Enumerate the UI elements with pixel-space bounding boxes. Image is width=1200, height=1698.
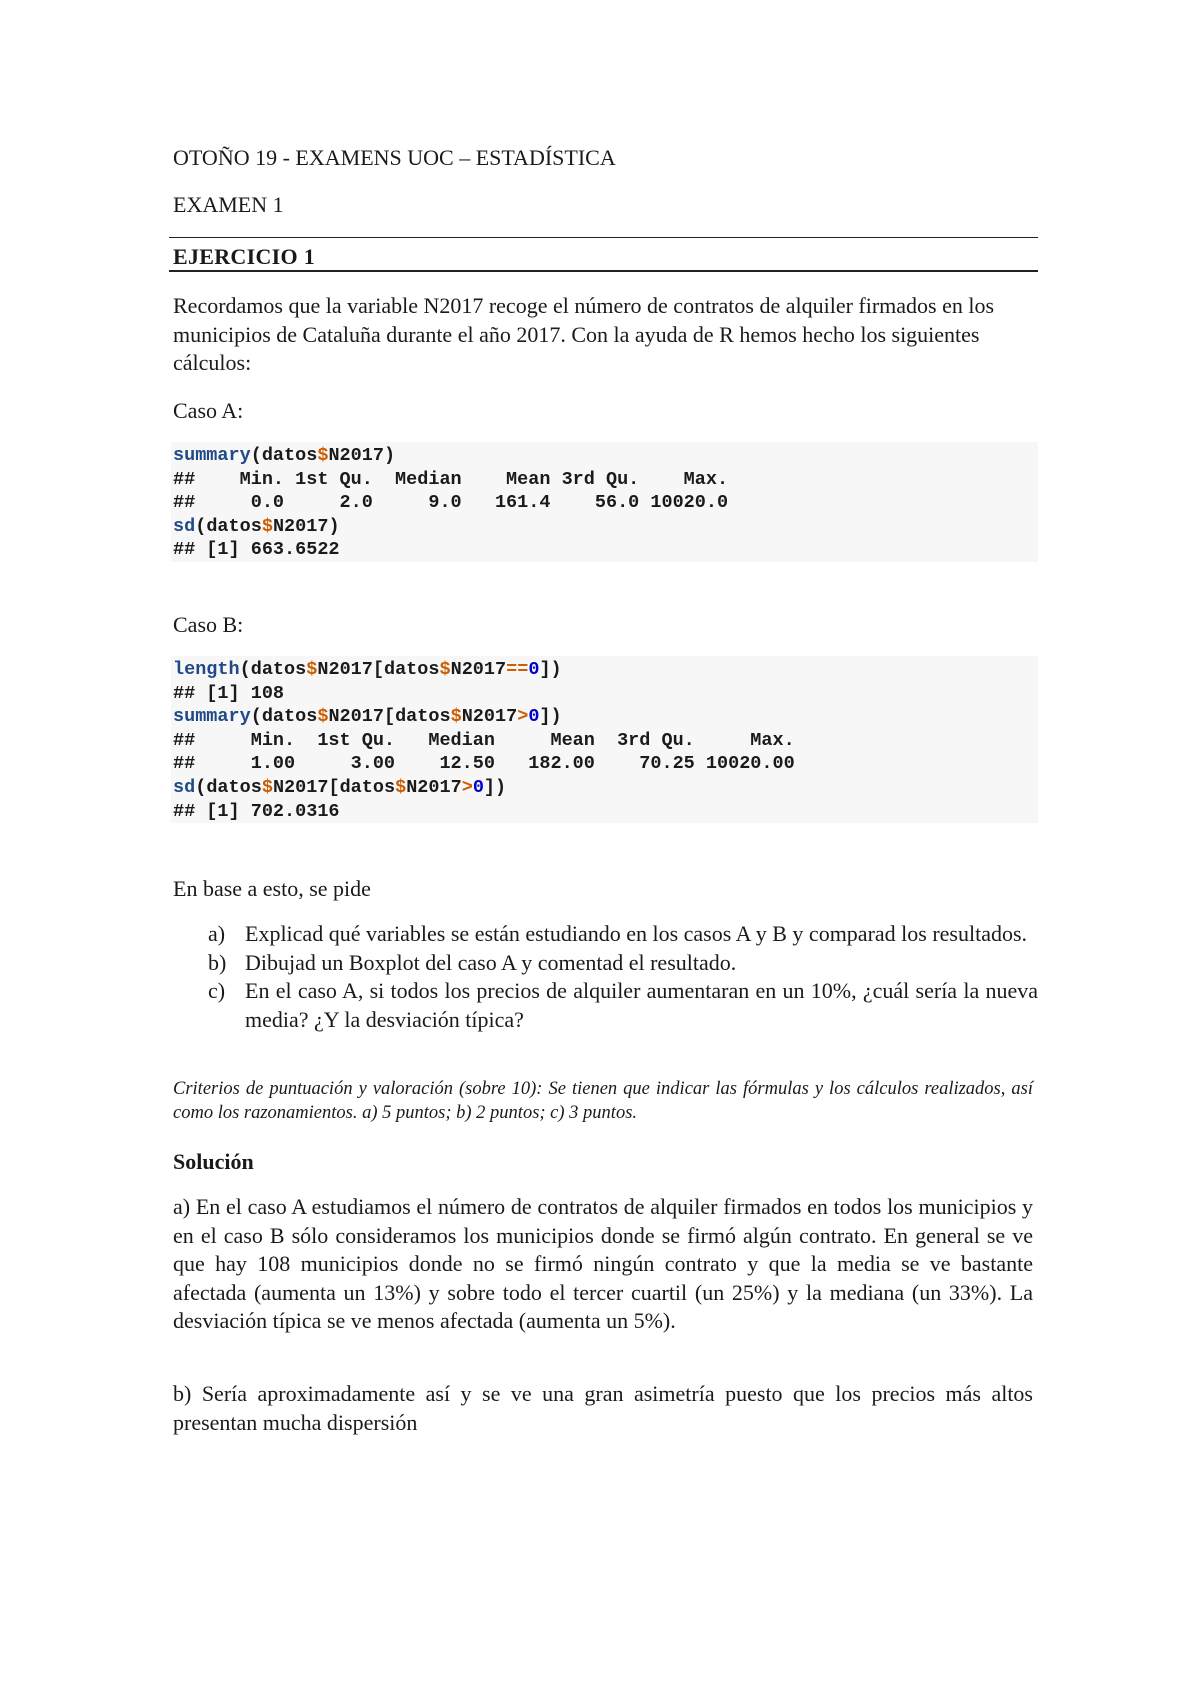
code-line: sd(datos$N2017[datos$N2017>0])	[173, 776, 507, 798]
request-intro: En base a esto, se pide	[173, 876, 371, 901]
caso-a-label: Caso A:	[173, 398, 244, 423]
code-output-line: ## Min. 1st Qu. Median Mean 3rd Qu. Max.	[173, 468, 740, 490]
code-output-line: ## 1.00 3.00 12.50 182.00 70.25 10020.00	[173, 753, 806, 775]
code-output-line: ## 0.0 2.0 9.0 161.4 56.0 10020.0	[173, 492, 740, 514]
solution-part-b: b) Sería aproximadamente así y se ve una gran asimetría puesto que los precios más altos presentan mucha dispersión	[173, 1381, 1033, 1435]
scoring-criteria: Criterios de puntuación y valoración (sobre 10): Se tienen que indicar las fórmulas y los cálculos realizados, así como los razonamientos. a) 5 puntos; b) 2 puntos; c) 3 puntos.	[173, 1079, 1033, 1123]
exercise-heading: EJERCICIO 1	[173, 244, 316, 269]
caso-b-code-block	[171, 656, 1038, 823]
question-text: Explicad qué variables se están estudiando en los casos A y B y comparad los resultados.	[245, 921, 1028, 946]
solution-part-a: a) En el caso A estudiamos el número de contratos de alquiler firmados en todos los municipios y en el caso B sólo consideramos los municipios donde se firmó algún contrato. En general se ve que hay 108 municipios donde no se firmó ningún contrato y que la media se ve bastante afectada (aumenta un 13%) y sobre todo el tercer cuartil (un 25%) y la mediana (un 33%). La desviación típica se ve menos afectada (aumenta un 5%).	[173, 1194, 1033, 1333]
exercise-intro: Recordamos que la variable N2017 recoge el número de contratos de alquiler firmados en los municipios de Cataluña durante el año 2017. Con la ayuda de R hemos hecho los siguientes cálculos:	[173, 293, 995, 375]
heading-top-rule	[169, 237, 1038, 238]
code-line: length(datos$N2017[datos$N2017==0])	[173, 659, 562, 680]
code-line: summary(datos$N2017[datos$N2017>0])	[173, 706, 562, 728]
question-label: b)	[208, 949, 227, 975]
heading-bottom-rule	[169, 270, 1038, 272]
question-item-a	[208, 920, 1038, 949]
document-title: OTOÑO 19 - EXAMENS UOC – ESTADÍSTICA	[173, 145, 616, 170]
code-line: sd(datos$N2017)	[173, 515, 340, 537]
solution-heading: Solución	[173, 1149, 254, 1174]
question-item-c	[208, 977, 1038, 1034]
question-item-b	[208, 949, 1038, 978]
code-output-line: ## Min. 1st Qu. Median Mean 3rd Qu. Max.	[173, 729, 806, 751]
code-output-line: ## [1] 663.6522	[173, 539, 340, 561]
question-text: En el caso A, si todos los precios de alquiler aumentaran en un 10%, ¿cuál sería la nueva media? ¿Y la desviación típica?	[245, 978, 1038, 1032]
caso-b-label: Caso B:	[173, 612, 244, 637]
question-list	[208, 920, 1038, 1034]
question-text: Dibujad un Boxplot del caso A y comentad el resultado.	[245, 949, 737, 975]
code-line: summary(datos$N2017)	[173, 445, 396, 466]
code-output-line: ## [1] 702.0316	[173, 800, 340, 822]
question-label: c)	[208, 978, 226, 1003]
question-label: a)	[208, 921, 226, 946]
exam-label: EXAMEN 1	[173, 192, 284, 217]
code-output-line: ## [1] 108	[173, 682, 285, 704]
caso-a-code-block	[171, 442, 1038, 562]
